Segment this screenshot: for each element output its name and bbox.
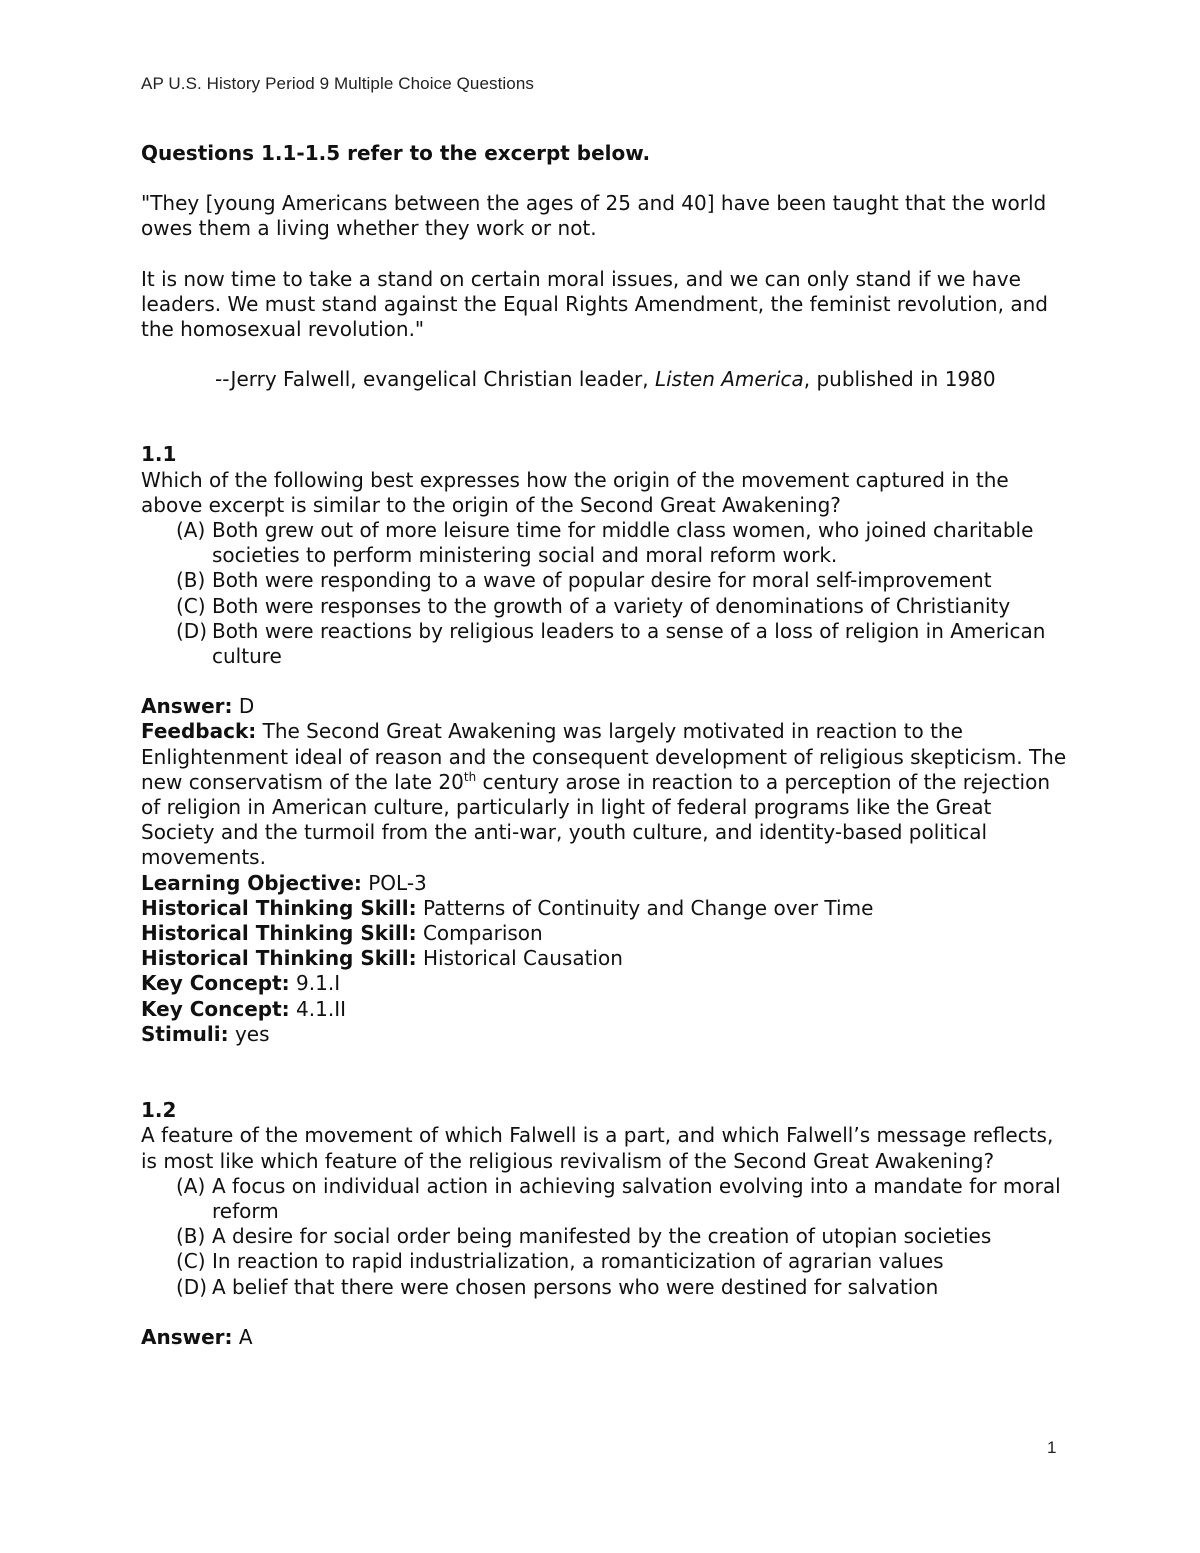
feedback-paragraph [141, 719, 1071, 870]
answer-line [141, 694, 1071, 719]
meta-label: Historical Thinking Skill: [141, 895, 417, 920]
option-item [141, 1249, 1071, 1274]
question-number: 1.2 [141, 1098, 177, 1123]
answer-label: Answer: [141, 694, 233, 719]
option-letter: (B) [176, 1224, 206, 1249]
answer-value: D [238, 694, 255, 719]
option-letter: (A) [176, 518, 206, 543]
option-letter: (C) [176, 1249, 206, 1274]
option-item [141, 518, 1071, 568]
option-item [141, 1174, 1071, 1224]
meta-value: POL-3 [368, 870, 427, 895]
option-text: A focus on individual action in achieving salvation evolving into a mandate for moral reform [212, 1173, 1061, 1223]
answer-line [141, 1325, 1071, 1350]
option-item [141, 594, 1071, 619]
meta-value: 4.1.II [296, 996, 346, 1021]
spacer [141, 1300, 1071, 1325]
attribution-title: Listen America [654, 367, 804, 392]
feedback-label: Feedback: [141, 719, 257, 744]
feedback-superscript: th [463, 769, 477, 784]
attribution-prefix: --Jerry Falwell, evangelical Christian leader, [215, 367, 655, 392]
option-letter: (D) [176, 618, 208, 643]
answer-label: Answer: [141, 1324, 233, 1349]
meta-key-concept [141, 971, 1071, 996]
meta-value: Patterns of Continuity and Change over Time [422, 895, 874, 920]
answer-options [141, 518, 1071, 669]
question-block [141, 442, 1071, 1047]
option-letter: (A) [176, 1173, 206, 1198]
spacer [141, 392, 1071, 442]
option-text: Both were responses to the growth of a variety of denominations of Christianity [212, 593, 1011, 618]
meta-value: yes [234, 1021, 270, 1046]
quote-paragraph-1: "They [young Americans between the ages of 25 and 40] have been taught that the world owes them a living whether they work or not. [141, 191, 1047, 241]
option-item [141, 619, 1071, 669]
option-text: Both were responding to a wave of popular desire for moral self-improvement [212, 568, 992, 593]
answer-options [141, 1174, 1071, 1300]
meta-stimuli [141, 1022, 1071, 1047]
option-text: Both were reactions by religious leaders to a sense of a loss of religion in American culture [212, 618, 1046, 669]
option-letter: (B) [176, 568, 206, 593]
meta-thinking-skill [141, 921, 1071, 946]
quote-paragraph-2: It is now time to take a stand on certain moral issues, and we can only stand if we have leaders. We must stand against the Equal Rights Amendment, the feminist revolution, and the homosexual revolution." [141, 266, 1048, 342]
meta-value: Historical Causation [422, 946, 623, 971]
meta-thinking-skill [141, 946, 1071, 971]
spacer [141, 1047, 1071, 1098]
meta-learning-objective [141, 871, 1071, 896]
meta-label: Historical Thinking Skill: [141, 921, 417, 946]
spacer [141, 669, 1071, 694]
meta-label: Stimuli: [141, 1021, 229, 1046]
option-text: A belief that there were chosen persons who were destined for salvation [212, 1274, 939, 1299]
attribution-suffix: , published in 1980 [803, 367, 996, 392]
meta-label: Learning Objective: [141, 870, 362, 895]
question-block [141, 1098, 1071, 1350]
option-item [141, 1224, 1071, 1249]
option-letter: (C) [176, 593, 206, 618]
question-stem: A feature of the movement of which Falwell is a part, and which Falwell’s message reflects, is most like which feature of the religious revivalism of the Second Great Awakening? [141, 1123, 1054, 1173]
feedback-text-1: The Second Great Awakening was largely motivated in reaction to the Enlightenment ideal of reason and the consequent development of religious skepticism. The new conservatism of the late 20 [141, 719, 1067, 794]
meta-thinking-skill [141, 896, 1071, 921]
meta-value: 9.1.I [296, 971, 341, 996]
meta-key-concept [141, 997, 1071, 1022]
meta-label: Historical Thinking Skill: [141, 946, 417, 971]
document-body [141, 141, 1071, 1350]
option-item [141, 1275, 1071, 1300]
answer-value: A [238, 1324, 253, 1349]
meta-label: Key Concept: [141, 971, 290, 996]
option-item [141, 568, 1071, 593]
question-stem: Which of the following best expresses how the origin of the movement captured in the above excerpt is similar to the origin of the Second Great Awakening? [141, 467, 1009, 517]
quote-attribution [141, 367, 1071, 392]
question-number: 1.1 [141, 442, 177, 467]
section-heading: Questions 1.1-1.5 refer to the excerpt below. [141, 141, 651, 165]
meta-label: Key Concept: [141, 996, 290, 1021]
option-letter: (D) [176, 1274, 208, 1299]
page-number: 1 [1047, 1438, 1057, 1457]
feedback-text-2: century arose in reaction to a perception of the rejection of religion in American culture, particularly in light of federal programs like the Great Society and the turmoil from the anti-war, youth culture, and identity-based political movements. [141, 769, 1050, 870]
option-text: A desire for social order being manifested by the creation of utopian societies [212, 1224, 992, 1249]
meta-value: Comparison [422, 921, 543, 946]
option-text: In reaction to rapid industrialization, a romanticization of agrarian values [212, 1249, 944, 1274]
page-header: AP U.S. History Period 9 Multiple Choice Questions [141, 74, 535, 93]
option-text: Both grew out of more leisure time for middle class women, who joined charitable societies to perform ministering social and moral reform work. [212, 518, 1034, 568]
